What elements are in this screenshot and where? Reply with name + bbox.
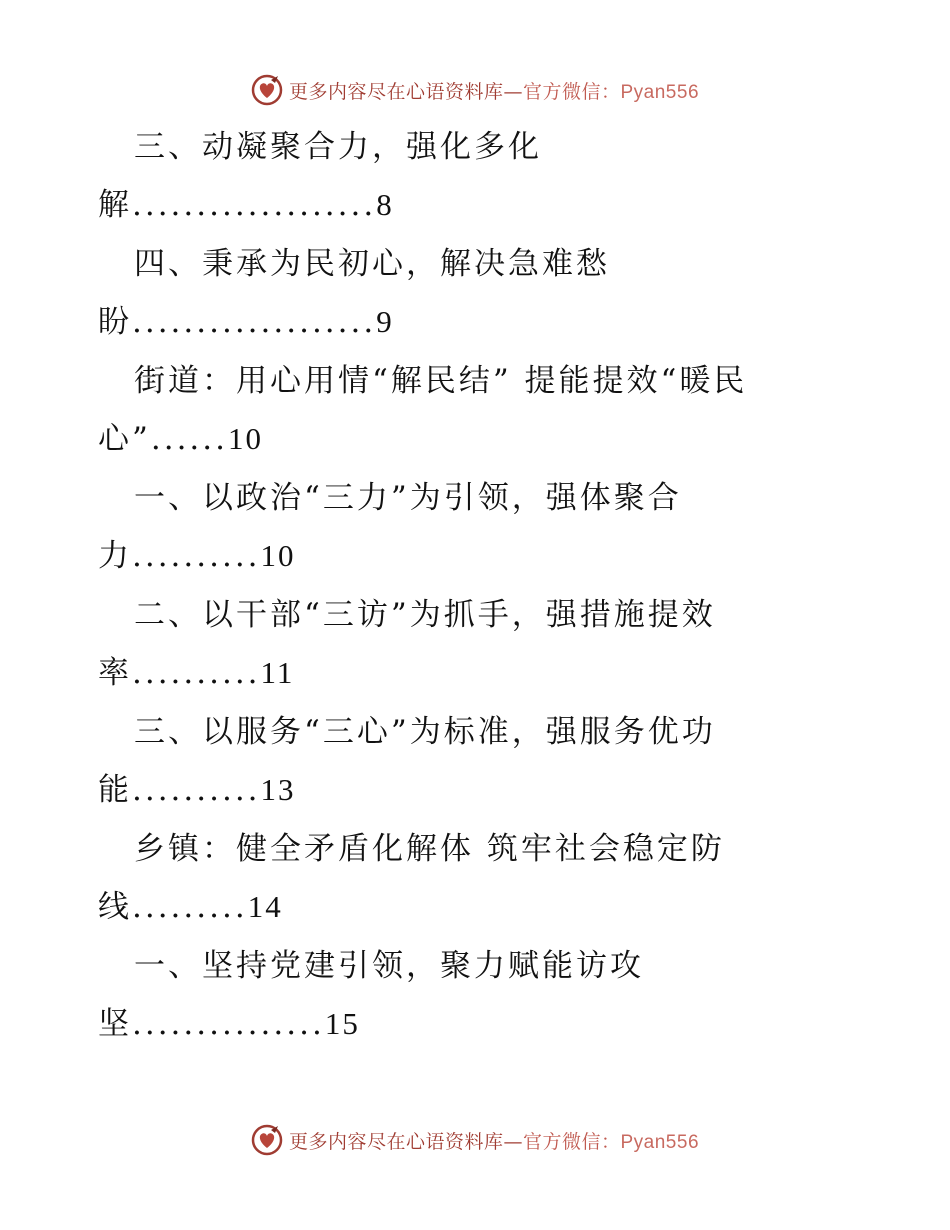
toc-entry-2-page: 9 — [376, 304, 394, 339]
toc-entry-7-tail-text: 线 — [98, 889, 132, 925]
watermark-separator: — — [503, 1130, 523, 1153]
toc-entry-8-page: 15 — [324, 1006, 360, 1041]
toc-entry-4-tail-text: 力 — [98, 538, 132, 574]
toc-entry-2-tail[interactable] — [98, 302, 394, 342]
toc-entry-1-page: 8 — [376, 187, 394, 222]
toc-entry-5-page: 11 — [260, 655, 295, 690]
toc-entry-7-page: 14 — [247, 889, 283, 924]
toc-entry-2-title[interactable]: 四、秉承为民初心，解决急难愁 — [134, 246, 610, 282]
watermark-wechat-id: Pyan556 — [620, 81, 700, 103]
toc-entry-1-title[interactable]: 三、动凝聚合力，强化多化 — [134, 129, 542, 165]
toc-entry-8-tail[interactable] — [98, 1004, 360, 1044]
toc-entry-4-page: 10 — [260, 538, 296, 573]
toc-entry-5-leader: .......... — [132, 655, 261, 691]
toc-entry-3-leader: ...... — [150, 421, 228, 457]
toc-entry-3-title[interactable]: 街道：用心用情“解民结” 提能提效“暖民 — [134, 363, 748, 399]
toc-entry-3-page: 10 — [227, 421, 263, 456]
toc-entry-5-tail[interactable] — [98, 653, 294, 693]
watermark-wechat-id: Pyan556 — [620, 1131, 700, 1153]
toc-entry-8-tail-text: 坚 — [98, 1006, 132, 1042]
toc-entry-5-title[interactable]: 二、以干部“三访”为抓手，强措施提效 — [134, 597, 716, 633]
toc-entry-8-leader: ............... — [132, 1006, 325, 1042]
toc-entry-7-title[interactable]: 乡镇：健全矛盾化解体 筑牢社会稳定防 — [134, 831, 725, 867]
watermark-wechat-label: 官方微信： — [522, 1130, 621, 1153]
heart-pen-logo-icon — [251, 1124, 283, 1156]
toc-entry-4-leader: .......... — [132, 538, 261, 574]
watermark-brand: 更多内容尽在心语资料库 — [288, 80, 504, 103]
toc-entry-3-tail[interactable] — [98, 419, 263, 459]
bottom-watermark — [0, 1120, 950, 1160]
toc-entry-1-tail[interactable] — [98, 185, 394, 225]
toc-entry-6-page: 13 — [260, 772, 296, 807]
toc-entry-2-tail-text: 盼 — [98, 304, 132, 340]
toc-entry-1-leader: ................... — [132, 187, 377, 223]
watermark-brand: 更多内容尽在心语资料库 — [288, 1130, 504, 1153]
watermark-text — [289, 1127, 699, 1154]
toc-entry-6-leader: .......... — [132, 772, 261, 808]
toc-entry-8-title[interactable]: 一、坚持党建引领，聚力赋能访攻 — [134, 948, 644, 984]
toc-entry-6-tail-text: 能 — [98, 772, 132, 808]
toc-entry-6-tail[interactable] — [98, 770, 296, 810]
toc-entry-7-leader: ......... — [132, 889, 248, 925]
toc-entry-6-title[interactable]: 三、以服务“三心”为标准，强服务优功 — [134, 714, 716, 750]
toc-entry-1-tail-text: 解 — [98, 187, 132, 223]
toc-entry-7-tail[interactable] — [98, 887, 283, 927]
toc-entry-4-tail[interactable] — [98, 536, 296, 576]
toc-entry-5-tail-text: 率 — [98, 655, 132, 691]
toc-entry-4-title[interactable]: 一、以政治“三力”为引领，强体聚合 — [134, 480, 682, 516]
watermark-wechat-label: 官方微信： — [522, 80, 621, 103]
watermark-separator: — — [503, 80, 523, 103]
toc-entry-2-leader: ................... — [132, 304, 377, 340]
toc-entry-3-tail-text: 心” — [98, 421, 151, 457]
